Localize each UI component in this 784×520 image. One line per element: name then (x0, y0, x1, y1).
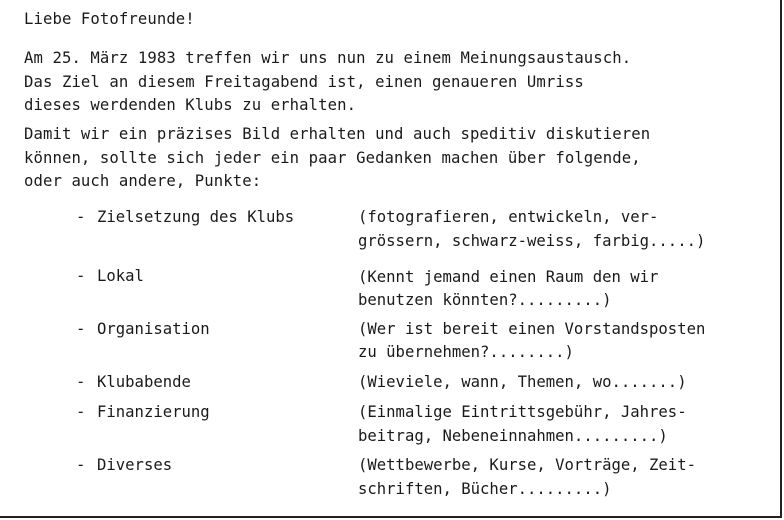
point-desc-line: grössern, schwarz-weiss, farbig.....) (358, 232, 706, 250)
point-dash: - (76, 373, 86, 391)
point-desc-line: (Wer ist bereit einen Vorstandsposten (358, 320, 706, 338)
body-line-2: können, sollte sich jeder ein paar Gedanken machen über folgende, (24, 149, 641, 167)
point-desc-line: (Wieviele, wann, Themen, wo.......) (358, 373, 687, 391)
point-dash: - (76, 456, 86, 474)
point-desc-line: schriften, Bücher.........) (358, 480, 612, 498)
point-label-organisation: Organisation (97, 320, 210, 338)
point-desc-line: benutzen könnten?.........) (358, 291, 612, 309)
point-desc-line: (Einmalige Eintrittsgebühr, Jahres- (358, 403, 687, 421)
point-label-diverses: Diverses (97, 456, 173, 474)
point-desc-line: (fotografieren, entwickeln, ver- (358, 208, 659, 226)
point-desc-line: beitrag, Nebeneinnahmen.........) (358, 427, 668, 445)
point-label-zielsetzung: Zielsetzung des Klubs (97, 208, 295, 226)
point-desc-line: (Wettbewerbe, Kurse, Vorträge, Zeit- (358, 456, 696, 474)
point-dash: - (76, 208, 86, 226)
intro-line-1: Am 25. März 1983 treffen wir uns nun zu einem Meinungsaustausch. (24, 49, 632, 67)
point-label-lokal: Lokal (97, 267, 144, 285)
salutation: Liebe Fotofreunde! (24, 10, 195, 28)
intro-line-3: dieses werdenden Klubs zu erhalten. (24, 96, 357, 114)
point-desc-line: zu übernehmen?........) (358, 343, 574, 361)
point-dash: - (76, 320, 86, 338)
point-label-finanzierung: Finanzierung (97, 403, 210, 421)
body-line-3: oder auch andere, Punkte: (24, 172, 262, 190)
point-desc-line: (Kennt jemand einen Raum den wir (358, 268, 659, 286)
body-line-1: Damit wir ein präzises Bild erhalten und auch speditiv diskutieren (24, 125, 651, 143)
point-dash: - (76, 403, 86, 421)
point-dash: - (76, 267, 86, 285)
intro-line-2: Das Ziel an diesem Freitagabend ist, einen genaueren Umriss (24, 73, 584, 91)
point-label-klubabende: Klubabende (97, 373, 191, 391)
